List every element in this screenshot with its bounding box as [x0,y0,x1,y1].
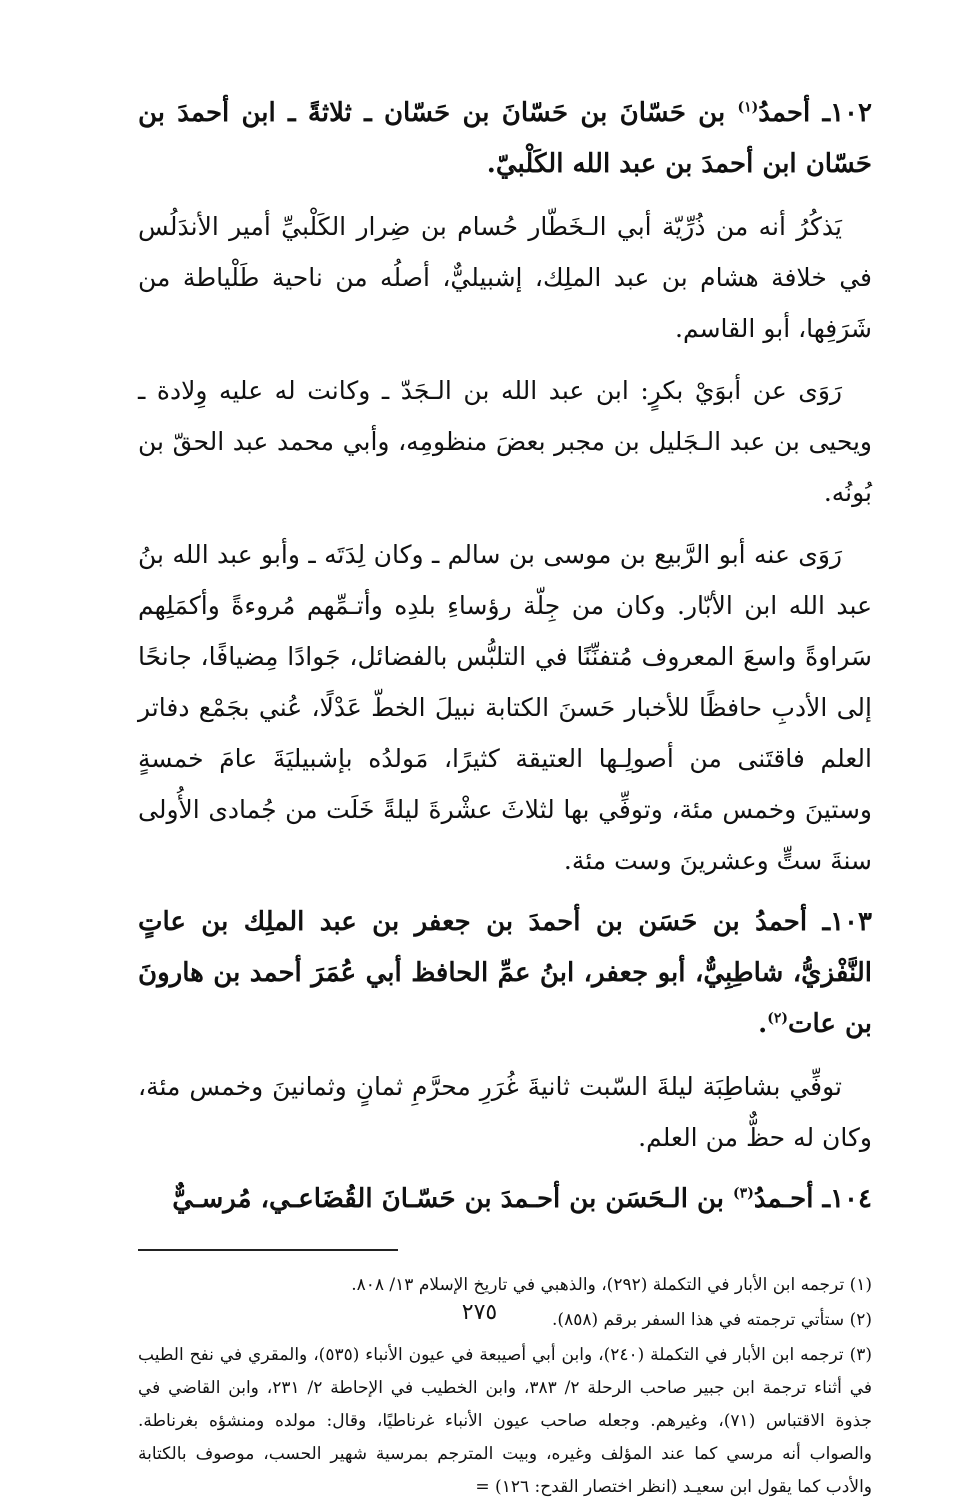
entry-102-heading [138,88,872,190]
entry-103-paragraph-1: توفِّي بشاطِبَة ليلةَ السّبت ثانيةَ غُرَرِ محرَّمِ ثمانٍ وثمانينَ وخمس مئة، وكان له حظٌّ من العلم. [138,1072,872,1152]
page-number: ٢٧٥ [461,1300,498,1325]
entry-104-heading [138,1174,872,1225]
entry-102-paragraph-1: يَذكُرُ أنه من ذُرِّيّة أبي الـخَطّار حُسام بن ضِرار الكَلْبيِّ أمير الأندَلُس في خلافة هشام بن عبد الملِك، إشبيليٌّ، أصلُه من ناحية طَلْياطة من شَرَفِها، أبو القاسم. [138,212,872,343]
main-text [138,88,872,1225]
footnote-2: (٢) ستأتي ترجمته في هذا السفر برقم (٨٥٨). [552,1310,872,1330]
entry-104-heading-rest: بن الـحَسَن بن أحـمدَ بن حَسّـانَ القُضَاعـي، مُرسـيٌّ [172,1184,734,1214]
entry-103-heading-rest: . [758,1009,768,1039]
footnote-3: (٣) ترجمه ابن الأبار في التكملة (٢٤٠)، وابن أبي أصيبعة في عيون الأنباء (٥٣٥)، والمقري في نفح الطيب في أثناء ترجمة ابن جبير صاحب الرحلة ٢/ ٣٨٣، وابن الخطيب في الإحاطة ٢/ ٢٣١، وابن القاضي في جذوة الاقتباس (٧١)، وغيرهم. وجعله صاحب عيون الأنباء غرناطيًا، وقال: مولده ومنشؤه بغرناطة. والصواب أنه مرسي كما عند المؤلف وغيره، وبيت المترجم بمرسية شهير الحسب، موصوف بالكتابة والأدب كما يقول ابن سعيـد (انظر اختصار القدح: ١٢٦) = [138,1345,872,1497]
entry-102-heading-rest: بن حَسّانَ بن حَسّانَ بن حَسّان ـ ثلاثةً ـ ابن أحمدَ بن حَسّان ابن أحمدَ بن عبد الله الكَلْبيّ. [138,98,872,179]
footnote-ref-3: (٣) [733,1185,754,1202]
entry-102-paragraph-2: رَوَى عن أبوَيْ بكرٍ: ابن عبد الله بن الـجَدّ ـ وكانت له عليه وِلادة ـ ويحيى بن عبد الـجَليل بن مجبر بعضَ منظومِه، وأبي محمد عبد الحقّ بن بُونُه. [138,376,872,507]
entry-103-heading [138,897,872,1050]
page-content [138,88,872,1506]
entry-102-heading-start: ١٠٢ـ أحمدُ [758,98,872,128]
entry-102-paragraph-3: رَوَى عنه أبو الرَّبيع بن موسى بن سالم ـ وكان لِدَتَه ـ وأبو عبد الله بنُ عبد الله ابن الأبّار. وكان من جِلّة رؤساءِ بلدِه وأتـمِّهم مُروءةً وأكمَلِهم سَراوةً واسعَ المعروف مُتفنِّنًا في التلبُّس بالفضائل، جَوادًا مِضيافًا، جانحًا إلى الأدبِ حافظًا للأخبار حَسنَ الكتابة نبيلَ الخطّ عَدْلًا، عُني بجَمْع دفاتر العلم فاقتَنى من أصولِـها العتيقة كثيرًا، مَولدُه بإشبيليَةَ عامَ خمسةٍ وستينَ وخمس مئة، وتوفِّي بها لثلاثَ عشْرةَ ليلةً خَلَت من جُمادى الأُولى سنةَ ستٍّ وعشرينَ وست مئة. [138,540,872,875]
entry-104-heading-start: ١٠٤ـ أحـمدُ [753,1184,872,1214]
footnote-divider [138,1249,398,1251]
footnote-1: (١) ترجمه ابن الأبار في التكملة (٢٩٢)، والذهبي في تاريخ الإسلام ١٣/ ٨٠٨. [351,1275,872,1295]
footnote-ref-2: (٢) [767,1010,788,1027]
entry-103-heading-start: ١٠٣ـ أحمدُ بن حَسَن بن أحمدَ بن جعفر بن عبد الملِك بن عاتٍ النَّفْزيُّ، شاطِبِيٌّ، أبو جعفر، ابنُ عمِّ الحافظ أبي عُمَرَ أحمد بن هارونَ بن عات [138,907,872,1039]
footnote-ref-1: (١) [737,99,759,116]
